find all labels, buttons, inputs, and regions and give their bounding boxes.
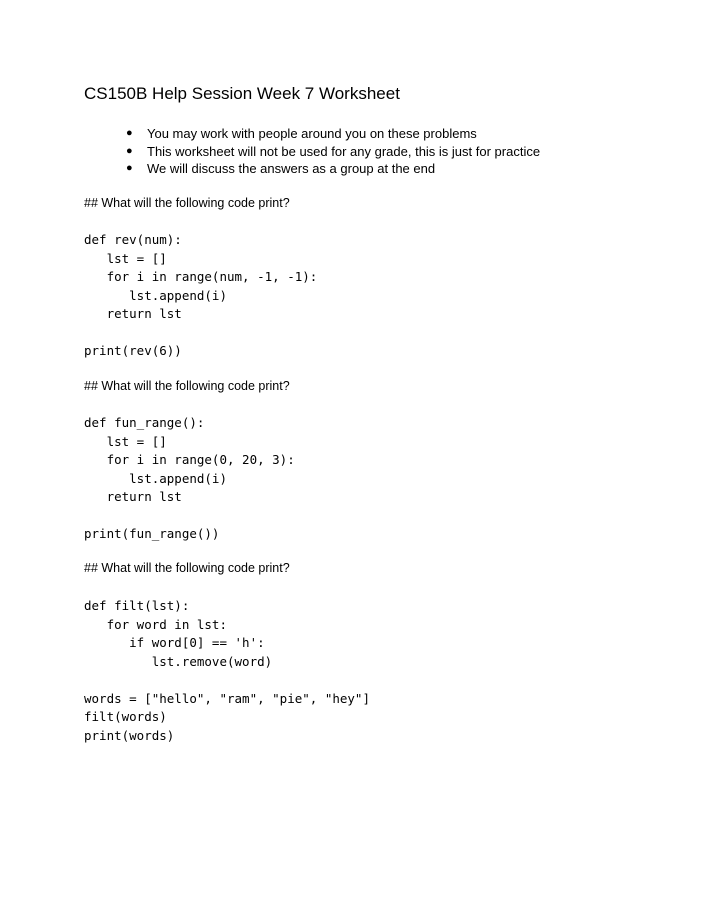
- code-blank-line: [84, 324, 317, 343]
- instruction-item: [126, 143, 540, 161]
- problem-2-code: [84, 414, 295, 544]
- instruction-item: [126, 125, 540, 143]
- code-line: if word[0] == 'h':: [84, 635, 265, 650]
- problem-2-prompt: ## What will the following code print?: [84, 379, 290, 393]
- code-line: lst.append(i): [84, 470, 227, 486]
- code-line: for word in lst:: [84, 616, 227, 632]
- page-title: CS150B Help Session Week 7 Worksheet: [84, 84, 400, 103]
- problem-3-prompt: ## What will the following code print?: [84, 561, 290, 575]
- problem-1-code: [84, 231, 317, 361]
- code-line: filt(words): [84, 709, 167, 724]
- bullet-icon: ●: [126, 127, 133, 139]
- code-line: words = ["hello", "ram", "pie", "hey"]: [84, 690, 370, 706]
- code-line: print(rev(6)): [84, 343, 182, 358]
- problem-1-prompt: ## What will the following code print?: [84, 196, 290, 210]
- code-blank-line: [84, 507, 295, 526]
- code-line: print(words): [84, 727, 175, 743]
- instruction-text: This worksheet will not be used for any grade, this is just for practice: [147, 143, 541, 159]
- code-line: for i in range(num, -1, -1):: [84, 269, 318, 284]
- code-line: print(fun_range()): [84, 526, 220, 541]
- instruction-text: We will discuss the answers as a group at the end: [147, 161, 436, 176]
- instruction-item: [126, 160, 540, 178]
- bullet-icon: ●: [126, 144, 133, 157]
- code-line: lst.append(i): [84, 287, 227, 303]
- instruction-text: You may work with people around you on these problems: [147, 126, 477, 141]
- problem-3-code: [84, 597, 370, 745]
- code-line: return lst: [84, 489, 182, 504]
- code-line: return lst: [84, 306, 182, 321]
- code-line: for i in range(0, 20, 3):: [84, 452, 295, 467]
- instructions-list: [126, 125, 540, 178]
- code-line: def filt(lst):: [84, 598, 190, 613]
- code-line: lst = []: [84, 433, 167, 449]
- code-line: lst.remove(word): [84, 653, 273, 669]
- code-line: def rev(num):: [84, 232, 182, 247]
- code-blank-line: [84, 671, 370, 690]
- bullet-icon: ●: [126, 162, 133, 174]
- code-line: def fun_range():: [84, 415, 205, 430]
- code-line: lst = []: [84, 250, 167, 266]
